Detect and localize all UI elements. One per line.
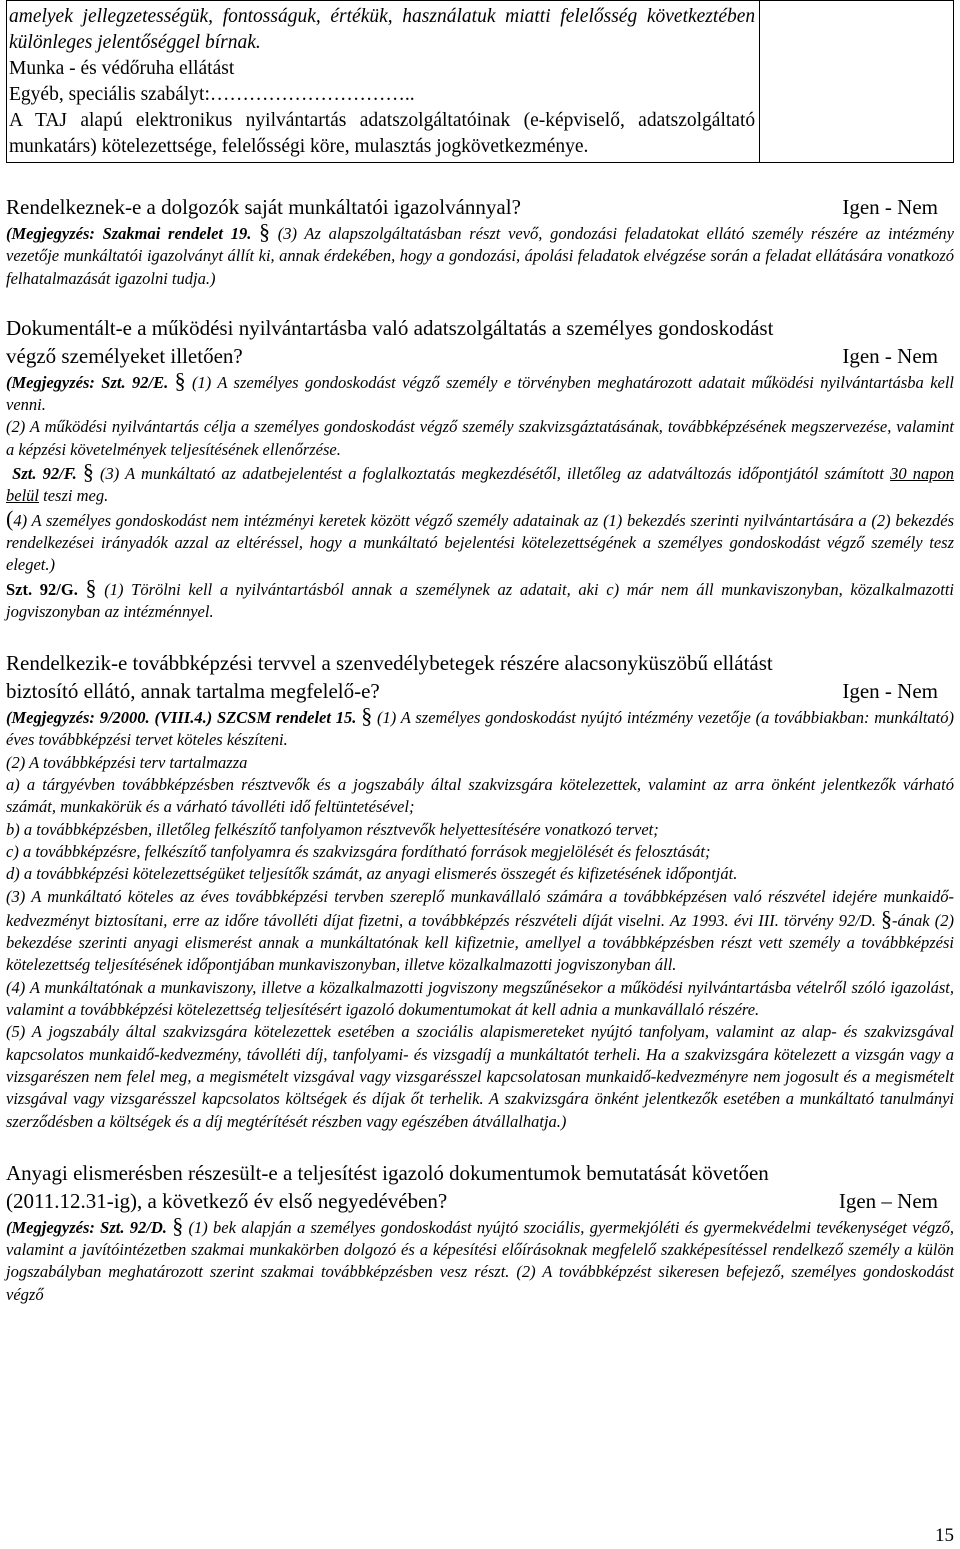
note-1-ref: (Megjegyzés: Szakmai rendelet 19. [6,224,252,243]
question-2-line-2: végző személyeket illetően? [6,343,243,368]
note-3-p2: (2) A továbbképzési terv tartalmazza [6,752,248,772]
note-2-p5: (1) Törölni kell a nyilvántartásból annak a személynek az adatait, aki c) már nem áll munkaviszonyban, közalkalmazotti jogviszonyban az intézménnyel. [6,579,954,621]
note-2-ref3: Szt. 92/G. [6,579,78,599]
box-line-2: Munka - és védőruha ellátást [9,58,235,79]
answer-option-2[interactable]: Igen - Nem [842,343,938,368]
paragraph-sign: § [82,459,94,485]
question-3-line-1: Rendelkezik-e továbbképzési tervvel a szenvedélybetegek részére alacsonyküszöbű ellátást [6,651,773,676]
note-3-pd: d) a továbbképzési kötelezettségüket teljesítők számát, az anyagi elismerés összegét és kifizetésének időpontját. [6,864,738,884]
note-3-ref: (Megjegyzés: 9/2000. (VIII.4.) SZCSM rendelet 15. [6,708,357,728]
note-3-pa: a) a tárgyévben továbbképzésben résztvevők és a jogszabály által szakvizsgára kötelezettek, valamint az arra önként jelentkezők várható számát, munkakörük és a várható távolléti idő feltüntetésével; [6,775,954,817]
box-line-3: Egyéb, speciális szabályt:………………………….. [9,84,415,105]
note-2-ref2: Szt. 92/F. [12,464,77,484]
question-1-text: Rendelkeznek-e a dolgozók saját munkáltatói igazolvánnyal? [6,195,521,219]
note-2-p4-text: 4) A személyes gondoskodást nem intézményi keretek között végző személy adatainak az (1) bekezdés szerinti nyilvántartására a (2) bekezdés rendelkezései irányadók azzal az eltéréssel, hogy a munkáltató bejelentési kötelezettségének a személyes gondoskodást végző személy tesz eleget.) [6,510,954,575]
note-2-f [6,461,954,508]
paragraph-sign: § [85,574,97,600]
answer-option-1[interactable]: Igen - Nem [842,195,938,219]
note-2-p4 [6,505,954,577]
answer-option-4[interactable]: Igen – Nem [838,1188,938,1213]
question-4 [6,1187,954,1215]
paragraph-sign: § [361,703,373,729]
note-3-pc: c) a továbbképzésre, felkészítő tanfolyamra és szakvizsgára fordítható források megjelölését és felosztását; [6,841,711,861]
note-2-p3u: 30 napon belül [6,464,955,506]
table-cell-text [7,1,760,163]
question-1 [6,193,954,221]
note-4-ref: (Megjegyzés: Szt. 92/D. [6,1217,167,1237]
document-page [6,0,954,1306]
note-2-g [6,574,954,624]
checklist-table [6,0,954,163]
note-3-p3a: (3) A munkáltató köteles az éves továbbképzési tervben szereplő munkavállaló számára a továbbképzésen való részvétel idejére munkaidő-kedvezményt biztosítani, erre az időre távolléti díjat fizetni, a továbbképzés részvételi díját viselni. Az 1993. évi III. törvény 92/D. [6,886,954,930]
section-4 [6,1159,954,1306]
paragraph-sign: § [172,1212,184,1238]
paragraph-sign: § [881,905,893,931]
box-line-4: A TAJ alapú elektronikus nyilvántartás adatszolgáltatóinak (e-képviselő, adatszolgáltató munkatárs) kötelezettsége, felelősségi köre, mulasztás jogkövetkezménye. [9,110,756,157]
table-cell-empty [760,1,954,163]
note-3-p3b: -ának (2) bekezdése szerinti anyagi elismerést annak a munkáltatónak kell kifizetnie, amellyel a továbbképzésben részt vett személy a továbbképzési kötelezettség teljesítésének időpontjában munkaviszonyban, illetve közalkalmazotti jogviszonyban áll. [6,910,955,975]
note-4-p1: (1) bek alapján a személyes gondoskodást nyújtó szociális, gyermekjóléti és gyermekvédelmi tevékenységet végző, valamint a javítóintézetben szakmai munkakörben dolgozó és a képesítési előírásoknak megfelelő szakképesítéssel rendelkező személy a külön jogszabályban meghatározott szerint szakmai továbbképzésben vesz részt. (2) A továbbképzést sikeresen befejező, személyes gondoskodást végző [6,1217,954,1304]
note-1-text: (3) Az alapszolgáltatásban részt vevő, gondozási feladatokat ellátó személy részére az intézmény vezetője munkáltatói igazolványt állít ki, annak érdekében, hogy a gondozási, ápolási feladatok elvégzése során a feladat ellátására vonatkozó felhatalmazását igazolni tudja.) [6,224,955,288]
note-3-p5: (5) A jogszabály által szakvizsgára kötelezettek esetében a szociális alapismereteket nyújtó tanfolyam, valamint az alap- és szakvizsgával kapcsolatos munkaidő-kedvezmény, távolléti díj, tanfolyami- és vizsgadíj a munkáltatót terheli. Ha a szakvizsgára kötelezett a vizsgán vagy a vizsgarészen nem felel meg, a megismételt vizsgával vagy vizsgarésszel kapcsolatosan munkaidő-kedvezményre nem jogosult és a megismételt vizsgával vagy vizsgarésszel kapcsolatos költségek és díjak őt terhelik. A szakvizsgára önként jelentkezők esetében a munkáltató tanulmányi szerződésben a költségek és a díj megtérítését részben vagy egészében átvállalhatja.) [6,1022,954,1131]
note-1 [6,221,954,290]
page-number: 15 [935,1525,954,1546]
note-3-pb: b) a továbbképzésben, illetőleg felkészítő tanfolyamon résztvevők helyettesítésére vonatkozó tervet; [6,819,659,839]
note-2-p1: (1) A személyes gondoskodást végző személy e törvényben meghatározott adatait működési nyilvántartásba kell venni. [6,372,955,415]
note-2-p3b: teszi meg. [43,486,109,506]
note-3-p1: (1) A személyes gondoskodást nyújtó intézmény vezetője (a továbbiakban: munkáltató) éves továbbképzési tervet köteles készíteni. [6,708,954,750]
note-3-p3 [6,886,954,977]
answer-option-3[interactable]: Igen - Nem [842,679,938,704]
section-1 [6,193,954,290]
section-3 [6,649,954,1133]
question-4-line-2: (2011.12.31-ig), a következő év első negyedévében? [6,1188,448,1213]
note-2-p4-paren: ( [6,505,14,531]
section-2 [6,314,954,623]
note-2-ref: (Megjegyzés: Szt. 92/E. [6,372,169,392]
question-3 [6,677,954,705]
question-2-line-1: Dokumentált-e a működési nyilvántartásba való adatszolgáltatás a személyes gondoskodást [6,315,774,340]
note-2-p2: (2) A működési nyilvántartás célja a személyes gondoskodást végző személy szakvizsgáztatásának, továbbképzésének megszervezése, valamint a képzési követelmények teljesítésének ellenőrzése. [6,417,954,459]
note-3 [6,705,954,752]
question-3-line-2: biztosító ellátó, annak tartalma megfelelő-e? [6,679,380,704]
note-2 [6,367,955,417]
note-4 [6,1212,954,1306]
note-2-p3a: (3) A munkáltató az adatbejelentést a foglalkoztatás megkezdésétől, illetőleg az adatváltozás időpontjától számított [100,464,884,484]
question-4-line-1: Anyagi elismerésben részesült-e a teljesítést igazoló dokumentumok bemutatását követően [6,1160,769,1185]
box-line-1: amelyek jellegzetességük, fontosságuk, értékük, használatuk miatti felelősség következtében különleges jelentőséggel bírnak. [9,6,756,53]
paragraph-sign: § [259,219,271,244]
note-3-p4: (4) A munkáltatónak a munkaviszony, illetve a közalkalmazotti jogviszony megszűnésekor a működési nyilvántartásba vételről szóló igazolást, valamint a továbbképzési kötelezettség teljesítésért igazoló dokumentumokat át kell adnia a munkavállaló részére. [6,977,954,1020]
paragraph-sign: § [174,367,186,393]
question-2 [6,342,954,370]
